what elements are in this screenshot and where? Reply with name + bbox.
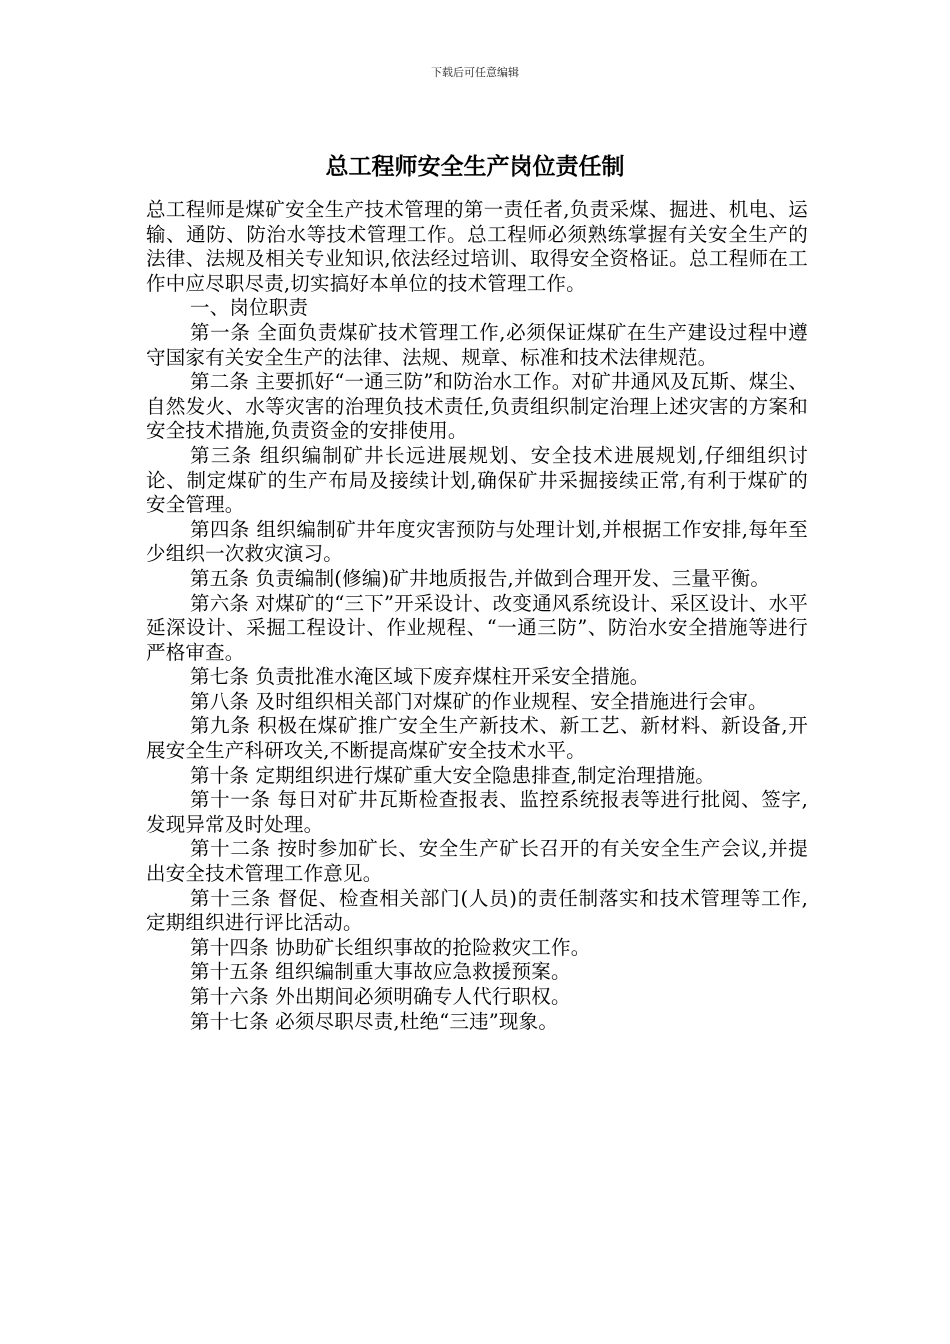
article-8: 第八条 及时组织相关部门对煤矿的作业规程、安全措施进行会审。 [190,689,768,713]
article-3: 第三条 组织编制矿井长远进展规划、安全技术进展规划,仔细组织讨论、制定煤矿的生产布局及接续计划,确保矿井采掘接续正常,有利于煤矿的安全管理。 [146,443,808,517]
article-16: 第十六条 外出期间必须明确专人代行职权。 [190,985,571,1008]
article-9: 第九条 积极在煤矿推广安全生产新技术、新工艺、新材料、新设备,开展安全生产科研攻关,不断提高煤矿安全技术水平。 [146,714,808,763]
intro-paragraph: 总工程师是煤矿安全生产技术管理的第一责任者,负责采煤、掘进、机电、运输、通防、防治水等技术管理工作。总工程师必须熟练掌握有关安全生产的法律、法规及相关专业知识,依法经过培训、取得安全资格证。总工程师在工作中应尽职尽责,切实搞好本单位的技术管理工作。 [146,198,808,295]
article-15: 第十五条 组织编制重大事故应急救援预案。 [190,960,571,984]
article-5: 第五条 负责编制(修编)矿井地质报告,并做到合理开发、三量平衡。 [190,566,771,590]
article-6: 第六条 对煤矿的“三下”开采设计、改变通风系统设计、采区设计、水平延深设计、采掘工程设计、作业规程、“一通三防”、防治水安全措施等进行严格审查。 [146,591,808,664]
article-10: 第十条 定期组织进行煤矿重大安全隐患排查,制定治理措施。 [190,763,715,787]
article-1: 第一条 全面负责煤矿技术管理工作,必须保证煤矿在生产建设过程中遵守国家有关安全生产的法律、法规、规章、标准和技术法律规范。 [146,320,808,369]
section-heading: 一、岗位职责 [190,296,309,320]
article-4: 第四条 组织编制矿井年度灾害预防与处理计划,并根据工作安排,每年至少组织一次救灾演习。 [146,517,808,566]
article-11: 第十一条 每日对矿井瓦斯检查报表、监控系统报表等进行批阅、签字,发现异常及时处理。 [146,788,808,836]
document-title: 总工程师安全生产岗位责任制 [325,153,625,180]
article-7: 第七条 负责批准水淹区域下废弃煤柱开采安全措施。 [190,665,650,689]
article-17: 第十七条 必须尽职尽责,杜绝“三违”现象。 [190,1009,559,1033]
article-12: 第十二条 按时参加矿长、安全生产矿长召开的有关安全生产会议,并提出安全技术管理工作意见。 [146,837,808,886]
article-14: 第十四条 协助矿长组织事故的抢险救灾工作。 [190,935,591,959]
header-note: 下载后可任意编辑 [431,66,519,79]
document-body [146,198,808,1034]
article-13: 第十三条 督促、检查相关部门(人员)的责任制落实和技术管理等工作,定期组织进行评比活动。 [146,886,808,935]
article-2: 第二条 主要抓好“一通三防”和防治水工作。对矿井通风及瓦斯、煤尘、自然发火、水等灾害的治理负技术责任,负责组织制定治理上述灾害的方案和安全技术措施,负责资金的安排使用。 [146,370,808,443]
